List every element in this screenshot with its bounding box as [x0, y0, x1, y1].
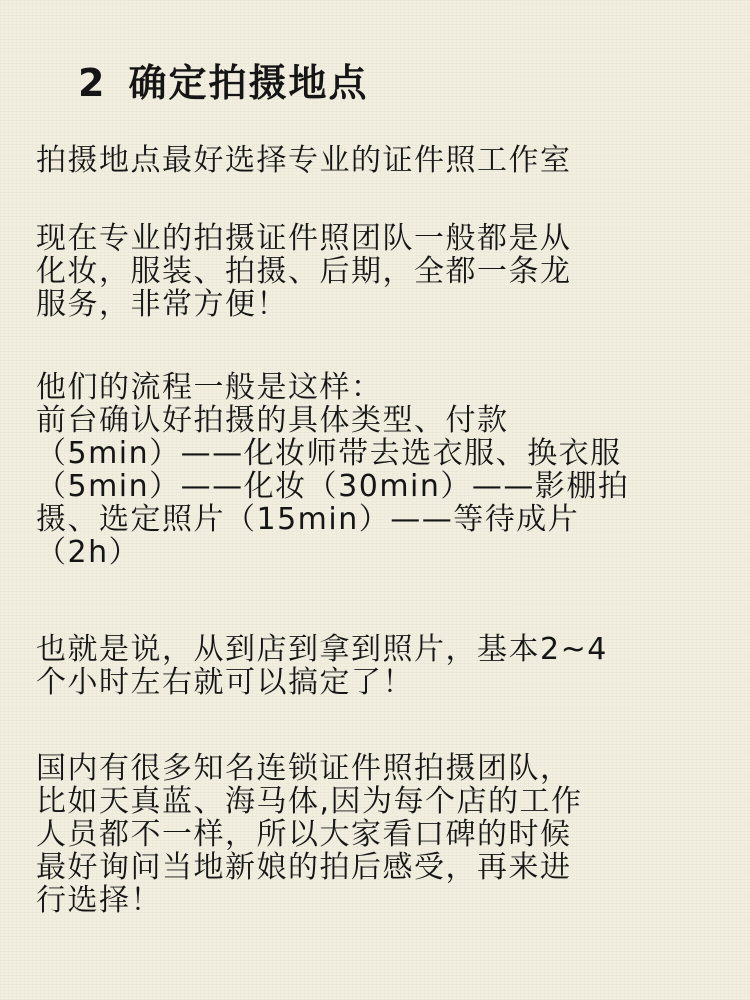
section-heading [78, 56, 368, 110]
paragraph-service-intro [36, 222, 714, 321]
text-line: （5min）——化妆（30min）——影棚拍 [36, 469, 630, 504]
text-line: （2h） [36, 535, 141, 570]
paragraph-chain-studios [36, 752, 714, 917]
text-line: 也就是说，从到店到拿到照片，基本2~4 [36, 632, 608, 667]
text-line: 摄、选定照片（15min）——等待成片 [36, 502, 580, 537]
text-line: 拍摄地点最好选择专业的证件照工作室 [36, 143, 572, 178]
text-line: 他们的流程一般是这样： [36, 370, 383, 405]
text-line: 现在专业的拍摄证件照团队一般都是从 [36, 221, 572, 256]
text-line: 国内有很多知名连锁证件照拍摄团队， [36, 751, 572, 786]
text-line: （5min）——化妆师带去选衣服、换衣服 [36, 436, 622, 471]
text-line: 行选择！ [36, 883, 162, 918]
text-line: 最好询问当地新娘的拍后感受，再来进 [36, 850, 572, 885]
text-line: 个小时左右就可以搞定了！ [36, 665, 414, 700]
section-title: 确定拍摄地点 [128, 61, 369, 105]
paragraph-duration-summary [36, 633, 714, 699]
text-line: 服务，非常方便！ [36, 287, 288, 322]
text-line: 人员都不一样，所以大家看口碑的时候 [36, 817, 572, 852]
paragraph-process-flow [36, 371, 714, 569]
section-number: 2 [78, 61, 107, 105]
text-line: 前台确认好拍摄的具体类型、付款 [36, 403, 509, 438]
text-line: 化妆，服装、拍摄、后期，全都一条龙 [36, 254, 572, 289]
text-line: 比如天真蓝、海马体,因为每个店的工作 [36, 784, 583, 819]
paragraph-recommendation [36, 144, 714, 177]
